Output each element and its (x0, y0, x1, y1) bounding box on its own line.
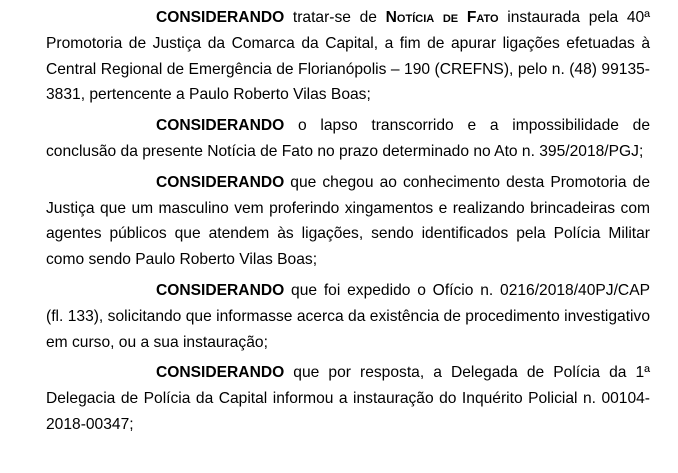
paragraph-2 (46, 108, 650, 165)
paragraph-1 (46, 0, 650, 108)
paragraph-text: que chegou ao conhecimento desta Promotoria de Justiça que um masculino vem proferindo xingamentos e realizando brincadeiras com agentes públicos que atendem às ligações, sendo identificados pela Polícia Militar como sendo Paulo Roberto Vilas Boas; (46, 173, 650, 269)
keyword: CONSIDERANDO (156, 281, 285, 299)
document-body (46, 0, 650, 438)
keyword: CONSIDERANDO (156, 117, 285, 135)
paragraph-4 (46, 273, 650, 355)
paragraph-text: o lapso transcorrido e a impossibilidade de conclusão da presente Notícia de Fato no prazo determinado no Ato n. 395/2018/PGJ; (46, 117, 650, 160)
keyword: CONSIDERANDO (156, 173, 285, 191)
paragraph-3 (46, 165, 650, 273)
paragraph-5 (46, 355, 650, 437)
emphasis-text: Notícia de Fato (385, 9, 499, 26)
paragraph-text: instaurada pela 40ª Promotoria de Justiça da Comarca da Capital, a fim de apurar ligações efetuadas à Central Regional de Emergência de Florianópolis – 190 (CREFNS), pelo n. (48) 99135-3831, pertencente a Paulo Roberto Vilas Boas; (46, 9, 650, 104)
paragraph-text: que foi expedido o Ofício n. 0216/2018/40PJ/CAP (fl. 133), solicitando que informasse acerca da existência de procedimento investigativo em curso, ou a sua instauração; (46, 281, 650, 351)
paragraph-text: que por resposta, a Delegada de Polícia da 1ª Delegacia de Polícia da Capital informou a instauração do Inquérito Policial n. 00104-2018-00347; (46, 364, 650, 433)
keyword: CONSIDERANDO (156, 9, 285, 26)
paragraph-text: tratar-se de (284, 9, 386, 26)
keyword: CONSIDERANDO (156, 364, 285, 382)
